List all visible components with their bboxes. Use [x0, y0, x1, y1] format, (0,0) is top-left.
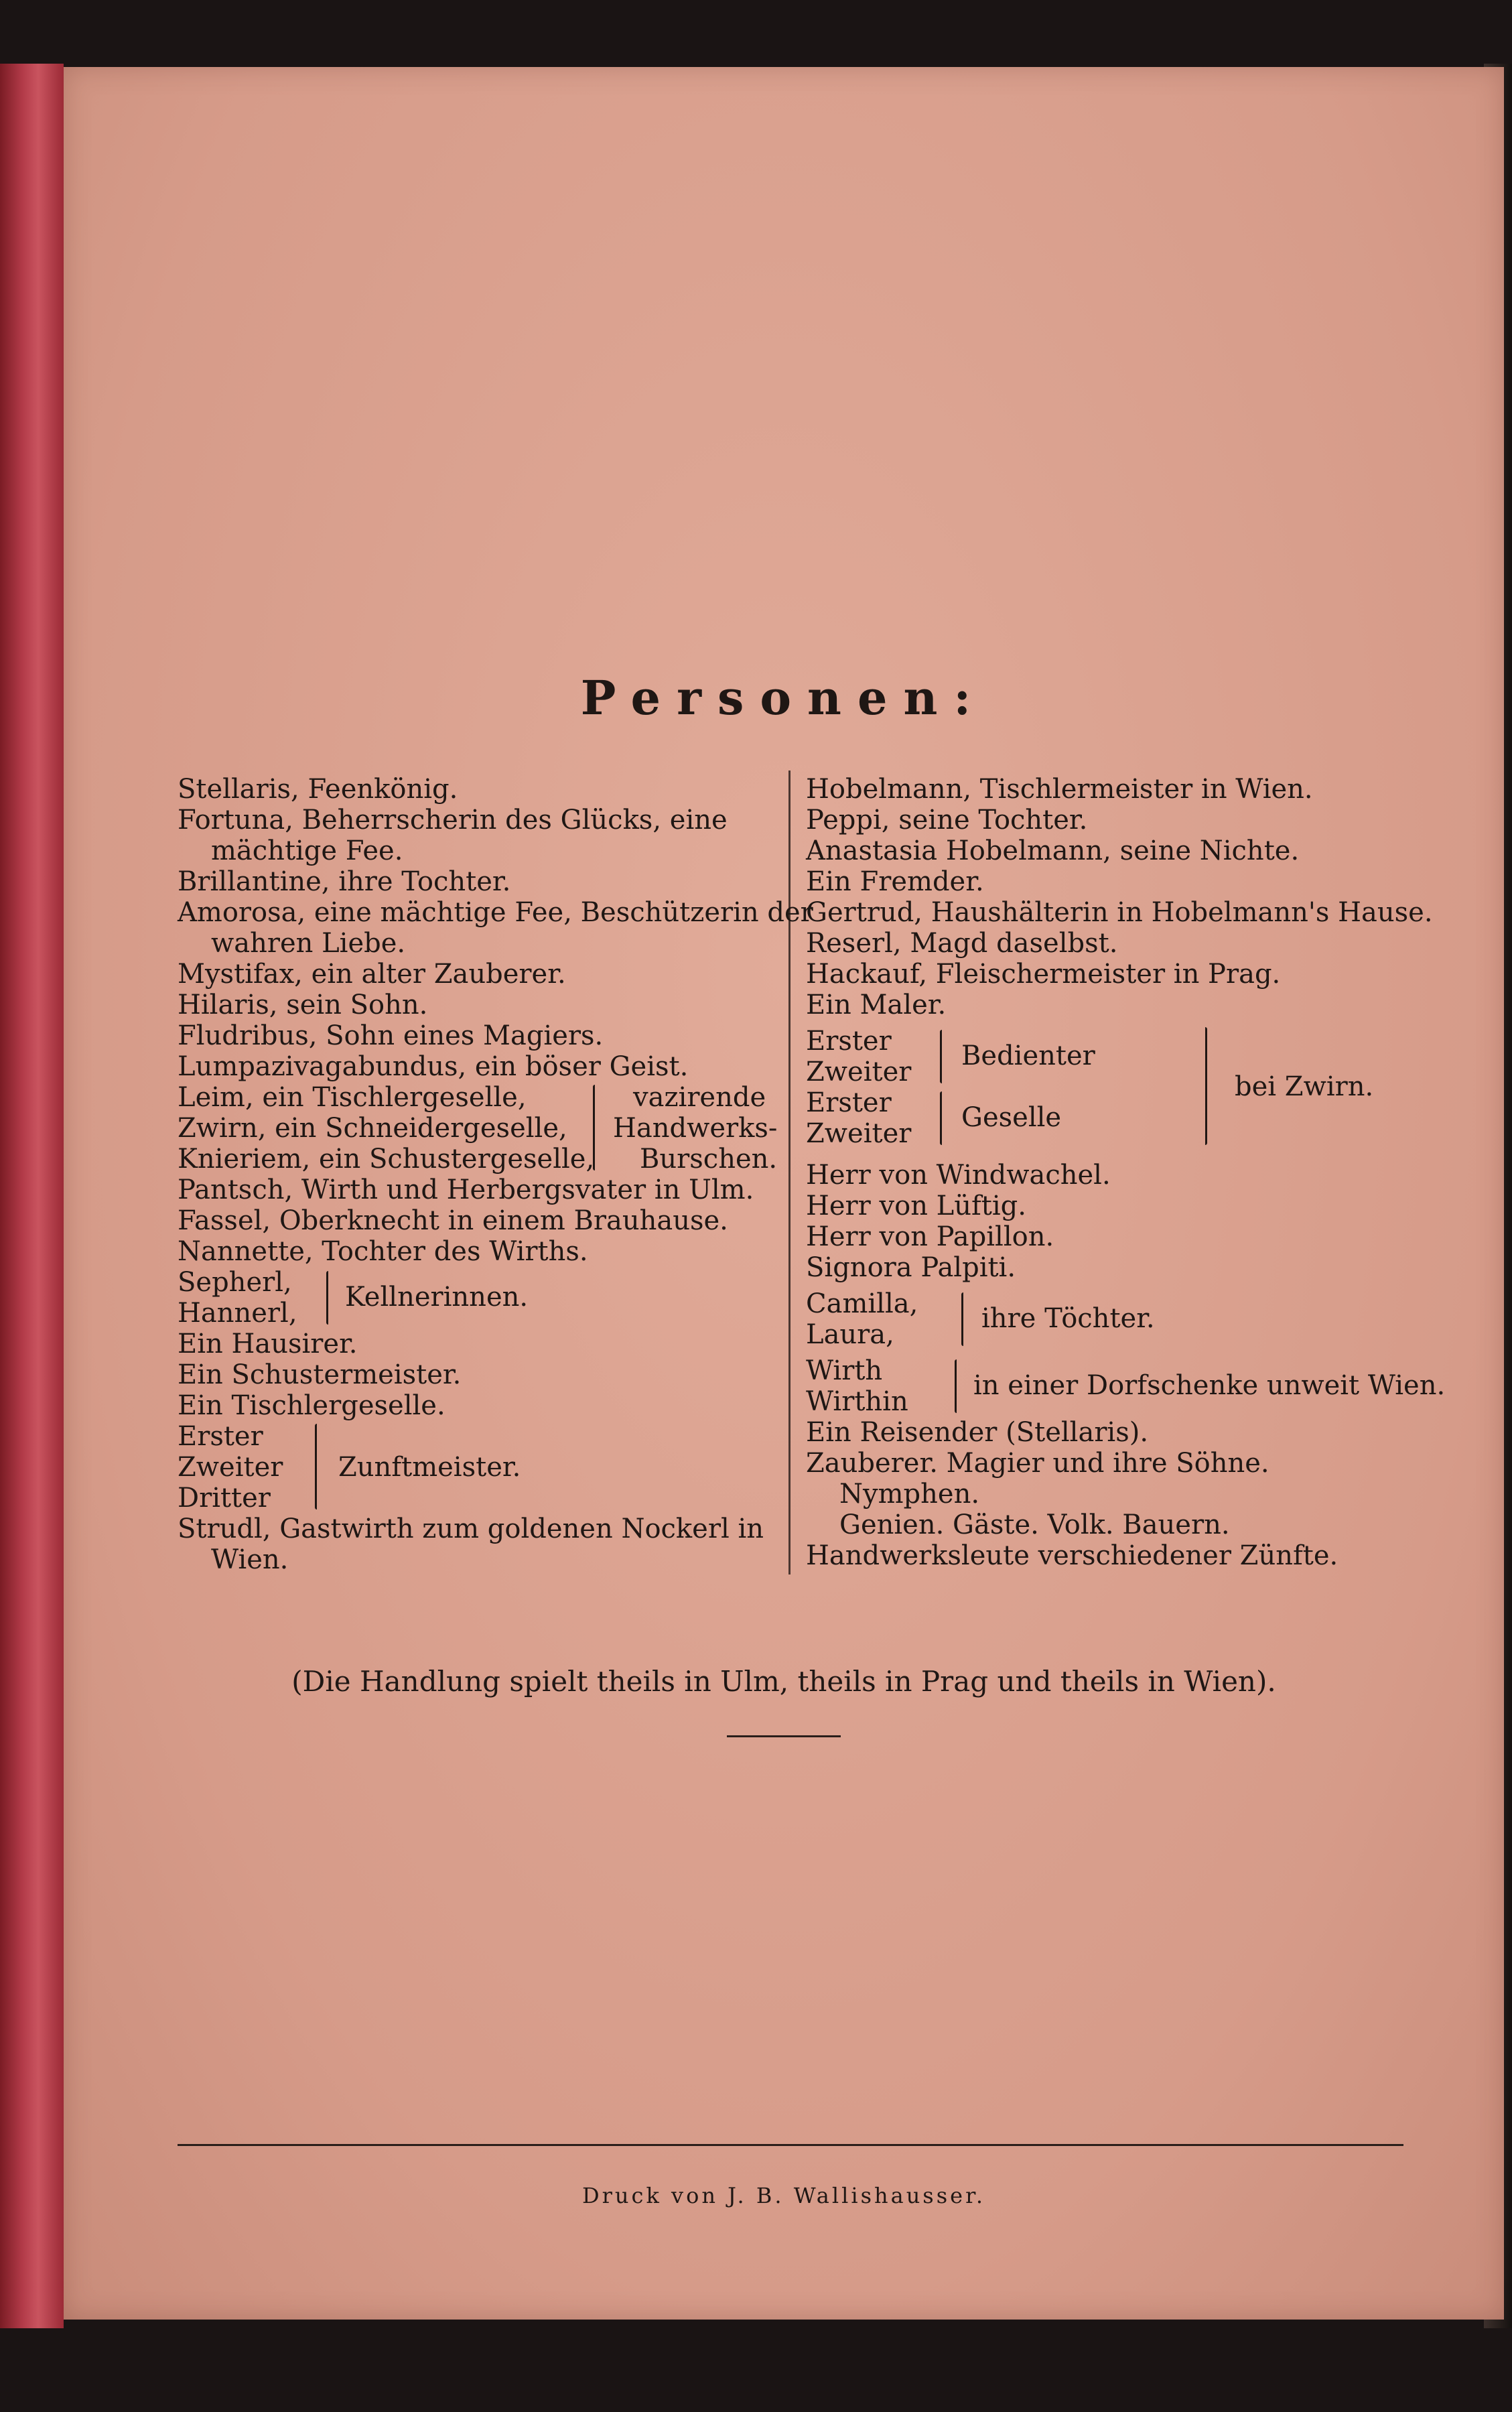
daughters-label: ihre Töchter. [981, 1303, 1155, 1334]
journeymen-label-1: vazirende [633, 1082, 766, 1113]
role-papillon: Herr von Papillon. [806, 1221, 1054, 1252]
role-zauberer: Zauberer. Magier und ihre Söhne. [806, 1448, 1269, 1479]
role-schustermeister: Ein Schustermeister. [178, 1359, 462, 1390]
role-amorosa-1: Amorosa, eine mächtige Fee, Beschützerin der [178, 897, 813, 928]
innkeepers-label: in einer Dorfschenke unweit Wien. [973, 1370, 1446, 1401]
servants-sub-label-2: Geselle [961, 1102, 1062, 1133]
role-amorosa-2: wahren Liebe. [211, 928, 406, 959]
role-journeyman-first: Erster [806, 1087, 892, 1118]
daughters-brace [961, 1292, 963, 1346]
role-servant-second: Zweiter [806, 1057, 912, 1087]
role-leim: Leim, ein Tischlergeselle, [178, 1082, 527, 1113]
role-fremder: Ein Fremder. [806, 866, 984, 897]
role-camilla: Camilla, [806, 1288, 918, 1319]
role-wirth: Wirth [806, 1355, 883, 1386]
journeymen-label-2: Handwerks- [613, 1113, 778, 1144]
role-knieriem: Knieriem, ein Schustergeselle, [178, 1144, 595, 1175]
setting-note: (Die Handlung spielt theils in Ulm, theils in Prag und theils in Wien). [291, 1665, 1276, 1698]
role-guild-third: Dritter [178, 1483, 271, 1514]
role-anastasia: Anastasia Hobelmann, seine Nichte. [806, 835, 1300, 866]
page-heading: Personen: [580, 670, 987, 726]
short-rule [727, 1735, 841, 1737]
role-hannerl: Hannerl, [178, 1298, 297, 1329]
role-gertrud: Gertrud, Haushälterin in Hobelmann's Hause. [806, 897, 1433, 928]
role-hilaris: Hilaris, sein Sohn. [178, 990, 428, 1020]
role-luestig: Herr von Lüftig. [806, 1191, 1026, 1221]
innkeepers-group [806, 1355, 1476, 1417]
role-lumpazivagabundus: Lumpazivagabundus, ein böser Geist. [178, 1051, 689, 1082]
role-reisender: Ein Reisender (Stellaris). [806, 1417, 1149, 1448]
role-fassel: Fassel, Oberknecht in einem Brauhause. [178, 1205, 728, 1236]
servants-sub-label-1: Bedienter [961, 1041, 1095, 1071]
role-reserl: Reserl, Magd daselbst. [806, 928, 1118, 959]
role-zwirn: Zwirn, ein Schneidergeselle, [178, 1113, 567, 1144]
role-hobelmann: Hobelmann, Tischlermeister in Wien. [806, 774, 1313, 805]
book-edge-left [0, 64, 64, 2328]
role-handwerksleute: Handwerksleute verschiedener Zünfte. [806, 1540, 1338, 1571]
journeymen-brace [593, 1085, 595, 1170]
role-sepherl: Sepherl, [178, 1267, 292, 1298]
role-guild-first: Erster [178, 1421, 263, 1452]
role-guild-second: Zweiter [178, 1452, 283, 1483]
role-palpiti: Signora Palpiti. [806, 1252, 1016, 1283]
daughters-group [806, 1288, 1476, 1350]
role-strudl-2: Wien. [211, 1544, 289, 1575]
servants-main-brace [1205, 1027, 1207, 1145]
servants-sub-brace-1 [940, 1030, 942, 1083]
right-column [806, 774, 1476, 1571]
guild-brace [315, 1424, 317, 1510]
innkeepers-brace [955, 1359, 957, 1413]
waitresses-brace [326, 1271, 328, 1325]
role-windwachel: Herr von Windwachel. [806, 1160, 1111, 1191]
role-laura: Laura, [806, 1319, 894, 1350]
role-brillantine: Brillantine, ihre Tochter. [178, 866, 511, 897]
role-fortuna-2: mächtige Fee. [211, 835, 403, 866]
book-page [64, 67, 1504, 2320]
printer-imprint: Druck von J. B. Wallishausser. [581, 2183, 986, 2208]
role-mystifax: Mystifax, ein alter Zauberer. [178, 959, 566, 990]
role-hausirer: Ein Hausirer. [178, 1329, 358, 1359]
role-pantsch: Pantsch, Wirth und Herbergsvater in Ulm. [178, 1175, 754, 1205]
role-genien: Genien. Gäste. Volk. Bauern. [839, 1510, 1230, 1540]
role-tischlergeselle: Ein Tischlergeselle. [178, 1390, 445, 1421]
servants-sub-brace-2 [940, 1091, 942, 1145]
journeymen-label-3: Burschen. [640, 1144, 778, 1175]
waitresses-label: Kellnerinnen. [345, 1282, 529, 1313]
role-fortuna-1: Fortuna, Beherrscherin des Glücks, eine [178, 805, 728, 835]
journeymen-group [178, 1082, 847, 1175]
role-wirthin: Wirthin [806, 1386, 908, 1417]
role-journeyman-second: Zweiter [806, 1118, 912, 1149]
role-stellaris: Stellaris, Feenkönig. [178, 774, 458, 805]
role-nannette: Nannette, Tochter des Wirths. [178, 1236, 588, 1267]
waitresses-group [178, 1267, 847, 1329]
role-servant-first: Erster [806, 1026, 892, 1057]
guild-masters-group [178, 1421, 847, 1514]
left-column [178, 774, 847, 1575]
role-nymphen: Nymphen. [839, 1479, 980, 1510]
servants-group [806, 1026, 1476, 1160]
role-peppi: Peppi, seine Tochter. [806, 805, 1088, 835]
guild-label: Zunftmeister. [338, 1452, 521, 1483]
role-maler: Ein Maler. [806, 990, 947, 1020]
servants-label: bei Zwirn. [1235, 1071, 1374, 1102]
footer-rule [178, 2144, 1403, 2146]
role-hackauf: Hackauf, Fleischermeister in Prag. [806, 959, 1281, 990]
role-strudl-1: Strudl, Gastwirth zum goldenen Nockerl in [178, 1514, 764, 1544]
role-fludribus: Fludribus, Sohn eines Magiers. [178, 1020, 604, 1051]
